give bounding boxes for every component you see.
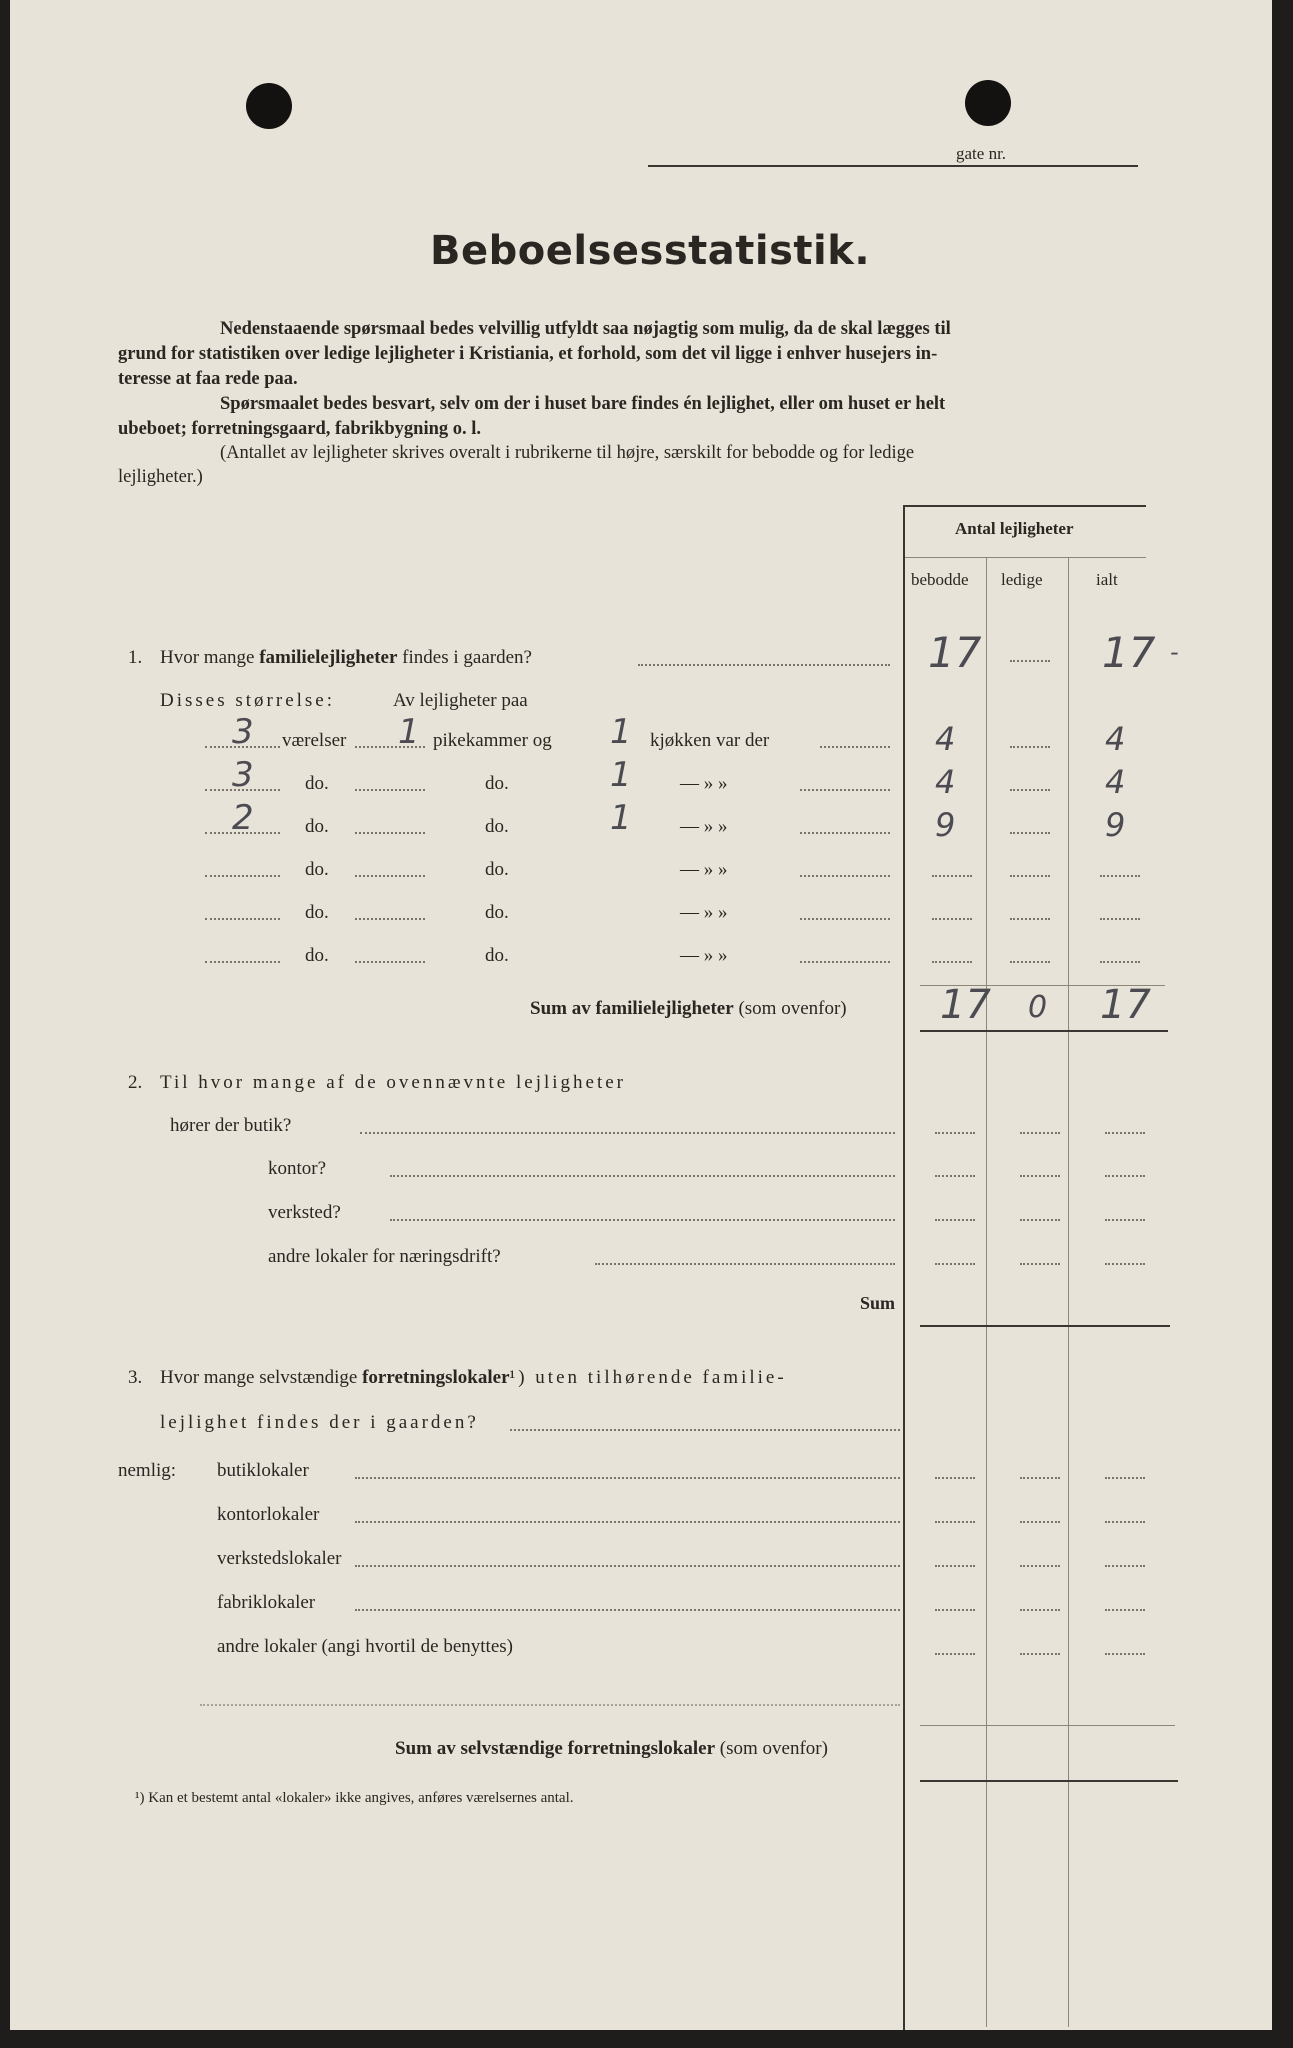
q1-sum-bebodde[interactable]: 17: [940, 982, 991, 1028]
punch-hole-right: [965, 80, 1011, 126]
q1-ialt-dash: -: [1170, 638, 1179, 666]
q3-text-cont: lejlighet findes der i gaarden?: [160, 1412, 479, 1433]
q3-cell-bebodde[interactable]: [935, 1565, 975, 1567]
row-ialt-empty[interactable]: [1100, 875, 1140, 877]
q1-sum-ledige[interactable]: 0: [1028, 990, 1048, 1025]
intro-line-5: ubeboet; forretningsgaard, fabrikbygning o. l.: [118, 419, 482, 439]
q3-text: Hvor mange selvstændige forretningslokaler¹) uten tilhørende familie-: [160, 1367, 787, 1388]
page-title: Beboelsesstatistik.: [430, 228, 871, 274]
q1-sum-label: Sum av familielejligheter (som ovenfor): [530, 998, 847, 1019]
kitchen-label: — » »: [680, 773, 728, 794]
q2-cell-bebodde[interactable]: [935, 1219, 975, 1221]
q2-cell-ialt[interactable]: [1105, 1175, 1145, 1177]
q3-item-label: butiklokaler: [217, 1460, 309, 1481]
pike-label: do.: [485, 816, 509, 837]
pike-blank: [355, 789, 425, 791]
table-group-header: Antal lejligheter: [955, 519, 1074, 538]
row-leader: [800, 875, 890, 877]
punch-hole-left: [246, 83, 292, 129]
q2-cell-ledige[interactable]: [1020, 1219, 1060, 1221]
col-header-ledige: ledige: [1001, 570, 1043, 589]
q2-item-leader: [360, 1132, 895, 1134]
kitchen-label: kjøkken var der: [650, 730, 770, 751]
row-leader: [820, 746, 890, 748]
kitchen-count[interactable]: 1: [610, 712, 632, 752]
q2-text: Til hvor mange af de ovennævnte lejligheter: [160, 1072, 626, 1093]
row-bebodde-empty[interactable]: [932, 875, 972, 877]
pike-blank: [355, 918, 425, 920]
kitchen-count[interactable]: 1: [610, 798, 632, 838]
row-leader: [800, 918, 890, 920]
q3-cell-ledige[interactable]: [1020, 1565, 1060, 1567]
q1-bebodde[interactable]: 17: [928, 628, 982, 677]
q3-sum-rule: [920, 1780, 1178, 1782]
rooms-label: do.: [305, 945, 329, 966]
q3-leader: [510, 1429, 900, 1431]
q3-cell-ialt[interactable]: [1105, 1653, 1145, 1655]
intro-line-6: (Antallet av lejligheter skrives overalt i rubrikerne til højre, særskilt for bebodde og for ledige: [220, 443, 915, 463]
q3-cell-ialt[interactable]: [1105, 1565, 1145, 1567]
rooms-count[interactable]: 3: [232, 712, 254, 752]
kitchen-label: — » »: [680, 816, 728, 837]
gate-number-field[interactable]: [648, 165, 1138, 167]
rooms-blank: [205, 918, 280, 920]
kitchen-label: — » »: [680, 902, 728, 923]
q3-extra-line[interactable]: [200, 1704, 900, 1706]
row-bebodde[interactable]: 4: [935, 763, 956, 801]
row-ialt-empty[interactable]: [1100, 961, 1140, 963]
q1-ialt[interactable]: 17: [1102, 628, 1156, 677]
table-left-rule: [903, 505, 905, 2030]
table-header-rule: [903, 557, 1146, 558]
footnote: ¹) Kan et bestemt antal «lokaler» ikke angives, anføres værelsernes antal.: [135, 1790, 574, 1806]
row-leader: [800, 832, 890, 834]
rooms-label: do.: [305, 859, 329, 880]
row-ledige-empty[interactable]: [1010, 918, 1050, 920]
intro-line-2: grund for statistiken over ledige lejligheter i Kristiania, et forhold, som det vil ligge i enhver husejers in-: [118, 344, 938, 364]
q3-cell-bebodde[interactable]: [935, 1521, 975, 1523]
q2-sum-label: Sum: [860, 1293, 896, 1313]
q3-number: 3.: [128, 1367, 143, 1388]
rooms-count[interactable]: 3: [232, 755, 254, 795]
row-ledige-empty[interactable]: [1010, 832, 1050, 834]
q2-item-label: verksted?: [268, 1202, 341, 1223]
q3-item-leader: [355, 1609, 900, 1611]
q1-number: 1.: [128, 647, 143, 668]
rooms-blank: [205, 875, 280, 877]
row-bebodde-empty[interactable]: [932, 918, 972, 920]
row-ialt[interactable]: 4: [1105, 720, 1126, 758]
col-divider-2: [1068, 557, 1069, 2027]
q3-item-leader: [355, 1477, 900, 1479]
kitchen-count[interactable]: 1: [610, 755, 632, 795]
q3-sum-label: Sum av selvstændige forretningslokaler (som ovenfor): [395, 1738, 828, 1759]
row-leader: [800, 961, 890, 963]
row-ialt[interactable]: 4: [1105, 763, 1126, 801]
q2-cell-bebodde[interactable]: [935, 1175, 975, 1177]
q2-cell-bebodde[interactable]: [935, 1132, 975, 1134]
pike-blank: [355, 875, 425, 877]
pike-label: do.: [485, 902, 509, 923]
q2-item-leader: [595, 1263, 895, 1265]
q3-cell-bebodde[interactable]: [935, 1609, 975, 1611]
q1-text: Hvor mange familielejligheter findes i gaarden?: [160, 647, 532, 668]
q2-item-label: hører der butik?: [170, 1115, 292, 1136]
row-ialt[interactable]: 9: [1105, 806, 1126, 844]
q3-item-label: fabriklokaler: [217, 1592, 316, 1613]
q2-item-leader: [390, 1175, 895, 1177]
size-subheading: Av lejligheter paa: [393, 690, 528, 711]
row-ialt-empty[interactable]: [1100, 918, 1140, 920]
row-ledige-empty[interactable]: [1010, 875, 1050, 877]
q2-cell-ledige[interactable]: [1020, 1263, 1060, 1265]
rooms-blank: [205, 746, 280, 748]
q1-ledige-empty[interactable]: [1010, 660, 1050, 662]
q3-cell-bebodde[interactable]: [935, 1477, 975, 1479]
q3-item-label: verkstedslokaler: [217, 1548, 342, 1569]
q2-cell-ialt[interactable]: [1105, 1263, 1145, 1265]
q2-sum-rule: [920, 1325, 1170, 1327]
q2-cell-ledige[interactable]: [1020, 1132, 1060, 1134]
kitchen-label: — » »: [680, 945, 728, 966]
q2-cell-ledige[interactable]: [1020, 1175, 1060, 1177]
rooms-blank: [205, 961, 280, 963]
q2-item-label: andre lokaler for næringsdrift?: [268, 1246, 501, 1267]
q1-sum-rule: [920, 1030, 1168, 1032]
q2-item-label: kontor?: [268, 1158, 327, 1179]
row-ledige-empty[interactable]: [1010, 789, 1050, 791]
col-divider-1: [986, 557, 987, 2027]
pike-label: pikekammer og: [433, 730, 552, 751]
size-heading: Disses størrelse:: [160, 690, 336, 711]
row-leader: [800, 789, 890, 791]
table-top-rule: [903, 505, 1146, 507]
q3-cell-ialt[interactable]: [1105, 1609, 1145, 1611]
rooms-label: værelser: [282, 730, 347, 751]
gate-number-label: gate nr.: [956, 144, 1007, 163]
col-header-ialt: ialt: [1096, 570, 1118, 589]
col-header-bebodde: bebodde: [911, 570, 969, 589]
q3-item-label: kontorlokaler: [217, 1504, 320, 1525]
q2-cell-bebodde[interactable]: [935, 1263, 975, 1265]
q3-cell-ledige[interactable]: [1020, 1653, 1060, 1655]
q2-item-leader: [390, 1219, 895, 1221]
q1-sum-ialt[interactable]: 17: [1100, 982, 1151, 1028]
rooms-label: do.: [305, 902, 329, 923]
rooms-blank: [205, 789, 280, 791]
rooms-label: do.: [305, 773, 329, 794]
rooms-blank: [205, 832, 280, 834]
rooms-label: do.: [305, 816, 329, 837]
q2-cell-ialt[interactable]: [1105, 1219, 1145, 1221]
pike-label: do.: [485, 773, 509, 794]
form-sheet: [10, 0, 1272, 2030]
q2-cell-ialt[interactable]: [1105, 1132, 1145, 1134]
q3-sum-top-rule: [920, 1725, 1175, 1726]
q3-item-leader: [355, 1565, 900, 1567]
row-ledige-empty[interactable]: [1010, 961, 1050, 963]
pike-blank: [355, 832, 425, 834]
q3-item-leader: [355, 1521, 900, 1523]
pike-label: do.: [485, 859, 509, 880]
row-ledige-empty[interactable]: [1010, 746, 1050, 748]
row-bebodde-empty[interactable]: [932, 961, 972, 963]
q3-cell-ledige[interactable]: [1020, 1609, 1060, 1611]
nemlig-label: nemlig:: [118, 1460, 177, 1481]
q2-number: 2.: [128, 1072, 143, 1093]
q3-cell-bebodde[interactable]: [935, 1653, 975, 1655]
pike-count[interactable]: 1: [398, 712, 420, 752]
q3-cell-ledige[interactable]: [1020, 1521, 1060, 1523]
rooms-count[interactable]: 2: [232, 798, 254, 838]
row-bebodde[interactable]: 4: [935, 720, 956, 758]
intro-line-4: Spørsmaalet bedes besvart, selv om der i huset bare findes én lejlighet, eller om huset er helt: [220, 394, 946, 414]
pike-label: do.: [485, 945, 509, 966]
pike-blank: [355, 961, 425, 963]
intro-line-1: Nedenstaaende spørsmaal bedes velvillig utfyldt saa nøjagtig som mulig, da de skal lægges til: [220, 319, 951, 339]
q3-cell-ledige[interactable]: [1020, 1477, 1060, 1479]
intro-line-7: lejligheter.): [118, 467, 203, 487]
q3-cell-ialt[interactable]: [1105, 1521, 1145, 1523]
intro-line-3: teresse at faa rede paa.: [118, 369, 298, 389]
q3-cell-ialt[interactable]: [1105, 1477, 1145, 1479]
kitchen-label: — » »: [680, 859, 728, 880]
q1-leader: [638, 664, 890, 666]
q3-item-label: andre lokaler (angi hvortil de benyttes): [217, 1636, 513, 1657]
row-bebodde[interactable]: 9: [935, 806, 956, 844]
